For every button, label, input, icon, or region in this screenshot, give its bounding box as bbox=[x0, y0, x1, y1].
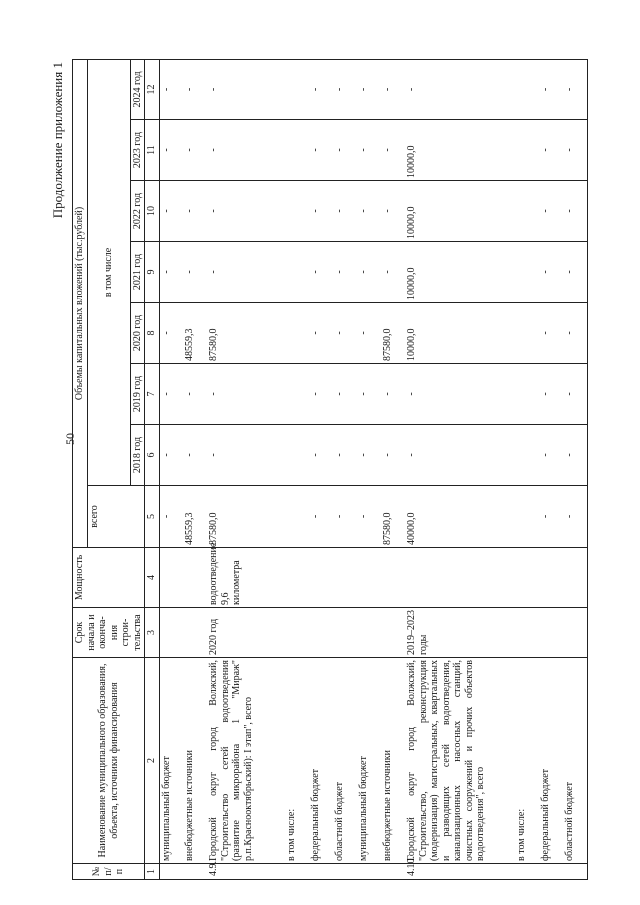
row-year-value: 87580,0 bbox=[207, 303, 285, 364]
table-row bbox=[515, 59, 539, 879]
row-term bbox=[357, 608, 381, 658]
row-power bbox=[405, 548, 515, 608]
row-name: внебюджетные источники bbox=[381, 658, 405, 864]
header-2024: 2024 год bbox=[130, 59, 145, 119]
row-name: областной бюджет bbox=[563, 658, 587, 864]
row-term bbox=[285, 608, 309, 658]
row-year-value: - bbox=[309, 120, 333, 181]
row-total: - bbox=[357, 486, 381, 548]
row-term bbox=[183, 608, 207, 658]
header-volumes: Объемы капитальных вложений (тыс.рублей) bbox=[73, 59, 88, 547]
row-power bbox=[381, 548, 405, 608]
row-year-value: - bbox=[539, 181, 563, 242]
header-2021: 2021 год bbox=[130, 242, 145, 303]
row-number bbox=[357, 864, 381, 880]
column-number: 5 bbox=[145, 486, 160, 548]
row-name: Городской округ город Волжский, "Строительство, реконструкция (модернизация) магистральных, квартальных и разводящих сетей водоотведения, канализационных насосных станций, очистных сооружений и прочих объектов водоотведения", всего bbox=[405, 658, 515, 864]
row-power bbox=[285, 548, 309, 608]
row-year-value bbox=[515, 425, 539, 486]
row-year-value: 10000,0 bbox=[405, 181, 515, 242]
row-power bbox=[183, 548, 207, 608]
row-term bbox=[563, 608, 587, 658]
row-year-value: - bbox=[357, 303, 381, 364]
row-year-value bbox=[285, 364, 309, 425]
row-year-value: - bbox=[309, 303, 333, 364]
row-year-value: - bbox=[563, 181, 587, 242]
row-total: 87580,0 bbox=[381, 486, 405, 548]
row-term bbox=[381, 608, 405, 658]
row-total bbox=[285, 486, 309, 548]
header-2019: 2019 год bbox=[130, 364, 145, 425]
row-name: внебюджетные источники bbox=[183, 658, 207, 864]
row-year-value: - bbox=[381, 242, 405, 303]
row-year-value: - bbox=[333, 59, 357, 119]
row-year-value: - bbox=[183, 120, 207, 181]
row-year-value: - bbox=[539, 303, 563, 364]
row-year-value: - bbox=[381, 425, 405, 486]
row-year-value: - bbox=[183, 242, 207, 303]
row-term bbox=[159, 608, 183, 658]
row-year-value: - bbox=[539, 59, 563, 119]
column-number: 1 bbox=[145, 864, 160, 880]
row-year-value: - bbox=[309, 181, 333, 242]
row-power bbox=[333, 548, 357, 608]
row-year-value: - bbox=[405, 364, 515, 425]
row-power bbox=[515, 548, 539, 608]
row-year-value: - bbox=[333, 425, 357, 486]
row-year-value bbox=[285, 425, 309, 486]
row-total: - bbox=[333, 486, 357, 548]
row-year-value: - bbox=[539, 120, 563, 181]
table-row bbox=[539, 59, 563, 879]
row-year-value bbox=[285, 59, 309, 119]
row-number bbox=[159, 864, 183, 880]
header-power: Мощность bbox=[73, 548, 145, 608]
row-year-value: - bbox=[159, 59, 183, 119]
row-year-value bbox=[285, 303, 309, 364]
row-year-value: - bbox=[333, 303, 357, 364]
row-year-value: 10000,0 bbox=[405, 242, 515, 303]
row-year-value: - bbox=[357, 425, 381, 486]
annex-title: Продолжение приложения 1 bbox=[50, 62, 65, 219]
table-row bbox=[357, 59, 381, 879]
column-number: 9 bbox=[145, 242, 160, 303]
row-year-value: - bbox=[309, 242, 333, 303]
row-term bbox=[309, 608, 333, 658]
row-name: муниципальный бюджет bbox=[159, 658, 183, 864]
row-year-value: - bbox=[333, 181, 357, 242]
row-year-value: - bbox=[159, 242, 183, 303]
header-2022: 2022 год bbox=[130, 181, 145, 242]
row-term bbox=[515, 608, 539, 658]
header-2023: 2023 год bbox=[130, 120, 145, 181]
row-number bbox=[333, 864, 357, 880]
row-year-value bbox=[515, 181, 539, 242]
row-power bbox=[309, 548, 333, 608]
table-row bbox=[563, 59, 587, 879]
column-number: 6 bbox=[145, 425, 160, 486]
column-number-row bbox=[145, 59, 160, 879]
row-year-value bbox=[285, 120, 309, 181]
row-year-value bbox=[515, 242, 539, 303]
row-number bbox=[381, 864, 405, 880]
row-term bbox=[333, 608, 357, 658]
row-power: водоотведение 9,6 километра bbox=[207, 548, 285, 608]
header-num: № п/п bbox=[73, 864, 145, 880]
header-total: всего bbox=[87, 486, 145, 548]
row-year-value: - bbox=[159, 425, 183, 486]
row-year-value: - bbox=[159, 364, 183, 425]
row-total: - bbox=[563, 486, 587, 548]
row-year-value: - bbox=[309, 59, 333, 119]
row-number: 4.9. bbox=[207, 864, 285, 880]
row-number bbox=[183, 864, 207, 880]
row-name: в том числе: bbox=[285, 658, 309, 864]
row-year-value: - bbox=[333, 120, 357, 181]
row-year-value bbox=[515, 303, 539, 364]
row-year-value: - bbox=[381, 181, 405, 242]
row-year-value: - bbox=[309, 364, 333, 425]
header-including: в том числе bbox=[87, 59, 130, 485]
table-row bbox=[159, 59, 183, 879]
row-year-value: - bbox=[405, 59, 515, 119]
column-number: 4 bbox=[145, 548, 160, 608]
row-name: федеральный бюджет bbox=[539, 658, 563, 864]
row-name: муниципальный бюджет bbox=[357, 658, 381, 864]
page-number: 50 bbox=[63, 433, 77, 445]
rotated-page bbox=[50, 40, 630, 880]
row-number bbox=[309, 864, 333, 880]
row-total: - bbox=[159, 486, 183, 548]
row-year-value bbox=[515, 364, 539, 425]
row-year-value: - bbox=[207, 120, 285, 181]
row-year-value: - bbox=[207, 59, 285, 119]
row-power bbox=[539, 548, 563, 608]
row-year-value: - bbox=[357, 59, 381, 119]
row-number bbox=[515, 864, 539, 880]
table-row bbox=[309, 59, 333, 879]
row-year-value: - bbox=[183, 181, 207, 242]
row-year-value: - bbox=[357, 242, 381, 303]
column-number: 8 bbox=[145, 303, 160, 364]
row-year-value: - bbox=[159, 181, 183, 242]
row-year-value: - bbox=[309, 425, 333, 486]
column-number: 7 bbox=[145, 364, 160, 425]
row-year-value: - bbox=[381, 120, 405, 181]
row-year-value: 10000,0 bbox=[405, 120, 515, 181]
row-year-value bbox=[515, 59, 539, 119]
row-number: 4.10. bbox=[405, 864, 515, 880]
row-year-value: - bbox=[357, 364, 381, 425]
row-total: 87580,0 bbox=[207, 486, 285, 548]
row-year-value: - bbox=[563, 303, 587, 364]
row-year-value: - bbox=[207, 364, 285, 425]
row-year-value bbox=[285, 242, 309, 303]
row-year-value: - bbox=[159, 120, 183, 181]
column-number: 10 bbox=[145, 181, 160, 242]
row-year-value: - bbox=[563, 425, 587, 486]
capital-investment-table bbox=[72, 59, 588, 880]
row-year-value: - bbox=[563, 59, 587, 119]
row-year-value: - bbox=[563, 120, 587, 181]
row-year-value: - bbox=[357, 120, 381, 181]
row-power bbox=[563, 548, 587, 608]
row-term bbox=[539, 608, 563, 658]
row-year-value: - bbox=[207, 425, 285, 486]
row-year-value: - bbox=[563, 364, 587, 425]
column-number: 12 bbox=[145, 59, 160, 119]
table-row bbox=[381, 59, 405, 879]
row-total: 48559,3 bbox=[183, 486, 207, 548]
row-total: - bbox=[309, 486, 333, 548]
row-year-value: - bbox=[207, 242, 285, 303]
row-year-value: - bbox=[333, 242, 357, 303]
row-year-value: - bbox=[539, 364, 563, 425]
row-year-value: - bbox=[333, 364, 357, 425]
row-year-value: - bbox=[183, 364, 207, 425]
row-year-value: 48559,3 bbox=[183, 303, 207, 364]
row-year-value: - bbox=[357, 181, 381, 242]
table-row bbox=[405, 59, 515, 879]
row-year-value: - bbox=[539, 425, 563, 486]
row-total: 40000,0 bbox=[405, 486, 515, 548]
column-number: 3 bbox=[145, 608, 160, 658]
row-name: в том числе: bbox=[515, 658, 539, 864]
row-power bbox=[357, 548, 381, 608]
row-total bbox=[515, 486, 539, 548]
row-power bbox=[159, 548, 183, 608]
row-year-value: - bbox=[539, 242, 563, 303]
header-2018: 2018 год bbox=[130, 425, 145, 486]
row-year-value bbox=[285, 181, 309, 242]
header-name: Наименование муниципального образования, объекта, источники финансирования bbox=[73, 658, 145, 864]
row-name: федеральный бюджет bbox=[309, 658, 333, 864]
table-row bbox=[285, 59, 309, 879]
row-year-value: - bbox=[381, 364, 405, 425]
column-number: 11 bbox=[145, 120, 160, 181]
row-name: областной бюджет bbox=[333, 658, 357, 864]
column-number: 2 bbox=[145, 658, 160, 864]
row-year-value: - bbox=[563, 242, 587, 303]
row-name: Городской округ город Волжский, "Строительство сетей водоотведения (развитие микрорайона 1 "Мираж" р.п.Краснооктябрьский): I этап", всего bbox=[207, 658, 285, 864]
table-row bbox=[183, 59, 207, 879]
header-term: Срок начала и оконча-ния строи-тельства bbox=[73, 608, 145, 658]
row-year-value: 87580,0 bbox=[381, 303, 405, 364]
row-number bbox=[563, 864, 587, 880]
header-2020: 2020 год bbox=[130, 303, 145, 364]
row-year-value: - bbox=[405, 425, 515, 486]
row-year-value bbox=[515, 120, 539, 181]
row-year-value: - bbox=[183, 59, 207, 119]
row-year-value: - bbox=[207, 181, 285, 242]
table-row bbox=[207, 59, 285, 879]
table-row bbox=[333, 59, 357, 879]
row-number bbox=[285, 864, 309, 880]
row-term: 2020 год bbox=[207, 608, 285, 658]
row-year-value: - bbox=[381, 59, 405, 119]
row-term: 2019–2023 годы bbox=[405, 608, 515, 658]
table-body bbox=[159, 59, 587, 879]
row-year-value: 10000,0 bbox=[405, 303, 515, 364]
row-year-value: - bbox=[183, 425, 207, 486]
row-number bbox=[539, 864, 563, 880]
row-total: - bbox=[539, 486, 563, 548]
row-year-value: - bbox=[159, 303, 183, 364]
